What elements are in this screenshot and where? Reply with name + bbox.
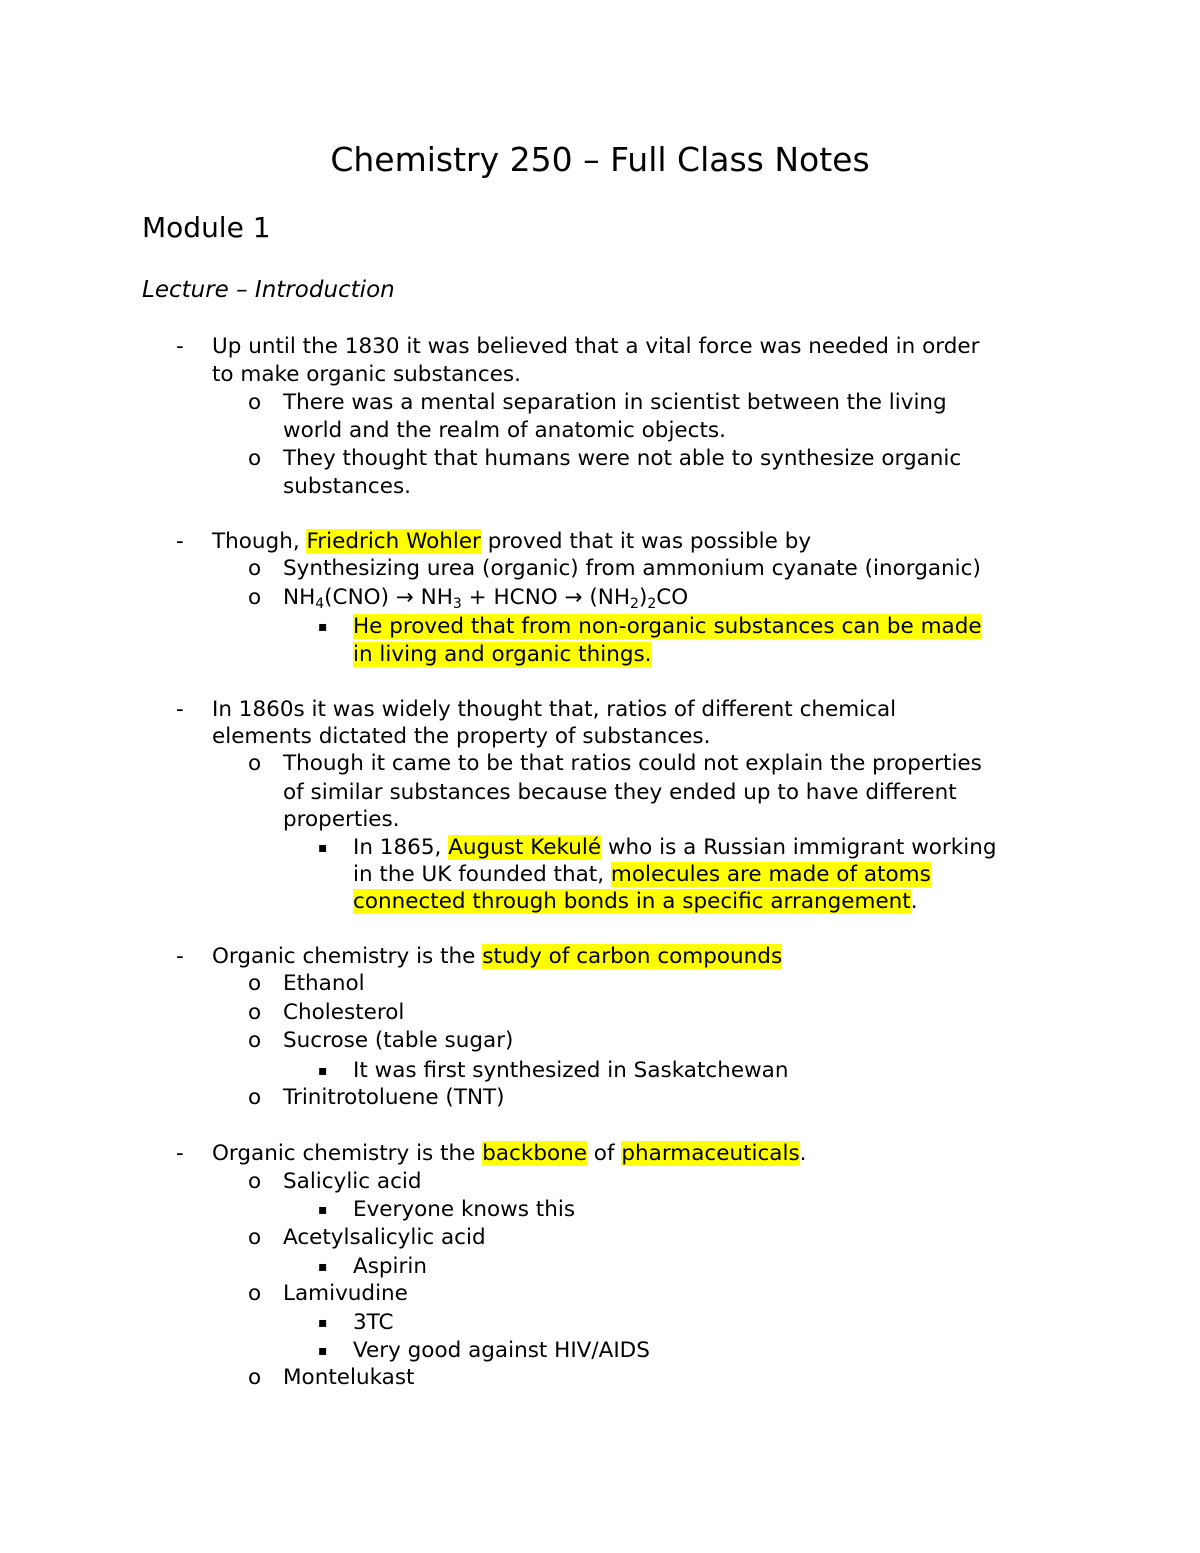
highlighted-text: August Kekulé bbox=[448, 835, 602, 860]
circle-bullet: o bbox=[248, 556, 262, 581]
dash-bullet: - bbox=[176, 334, 184, 359]
module-heading: Module 1 bbox=[142, 211, 271, 244]
list-item: Trinitrotoluene (TNT) bbox=[283, 1085, 505, 1110]
circle-bullet: o bbox=[248, 1085, 262, 1110]
circle-bullet: o bbox=[248, 1225, 262, 1250]
square-bullet: ▪ bbox=[318, 1202, 328, 1218]
sub-bullet-text: There was a mental separation in scientist between the living bbox=[283, 390, 947, 415]
highlighted-text: He proved that from non-organic substances can be made bbox=[353, 614, 982, 639]
sub-bullet-text: properties. bbox=[283, 807, 400, 832]
square-bullet: ▪ bbox=[318, 1063, 328, 1079]
square-bullet: ▪ bbox=[318, 840, 328, 856]
circle-bullet: o bbox=[248, 1365, 262, 1390]
list-item: Lamivudine bbox=[283, 1281, 408, 1306]
bullet-text: Up until the 1830 it was believed that a vital force was needed in order bbox=[212, 334, 980, 359]
list-item: Cholesterol bbox=[283, 1000, 405, 1025]
sub-bullet-text: Synthesizing urea (organic) from ammonium cyanate (inorganic) bbox=[283, 556, 981, 581]
circle-bullet: o bbox=[248, 751, 262, 776]
circle-bullet: o bbox=[248, 446, 262, 471]
highlighted-text: in living and organic things. bbox=[353, 642, 652, 667]
circle-bullet: o bbox=[248, 1169, 262, 1194]
list-item: Montelukast bbox=[283, 1365, 415, 1390]
bullet-text: Though, Friedrich Wohler proved that it was possible by bbox=[212, 529, 812, 554]
circle-bullet: o bbox=[248, 390, 262, 415]
list-item: Acetylsalicylic acid bbox=[283, 1225, 486, 1250]
list-item: Ethanol bbox=[283, 971, 365, 996]
bullet-text: elements dictated the property of substances. bbox=[212, 724, 711, 749]
circle-bullet: o bbox=[248, 1028, 262, 1053]
sub-sub-bullet-text: In 1865, August Kekulé who is a Russian immigrant working bbox=[353, 835, 997, 860]
chemical-equation: $NH_4(CNO) \to NH_3$ + HCNO → $(NH_2)_2CO$ bbox=[283, 585, 689, 612]
dash-bullet: - bbox=[176, 529, 184, 554]
list-item: Salicylic acid bbox=[283, 1169, 422, 1194]
sub-bullet-text: Though it came to be that ratios could not explain the properties bbox=[283, 751, 982, 776]
list-item-note: 3TC bbox=[353, 1310, 394, 1335]
list-item: Sucrose (table sugar) bbox=[283, 1028, 514, 1053]
circle-bullet: o bbox=[248, 1000, 262, 1025]
highlighted-text: Friedrich Wohler bbox=[306, 529, 481, 554]
list-item-note: It was first synthesized in Saskatchewan bbox=[353, 1058, 789, 1083]
list-item-note: Aspirin bbox=[353, 1254, 427, 1279]
highlighted-text: molecules are made of atoms bbox=[610, 862, 931, 887]
circle-bullet: o bbox=[248, 1281, 262, 1306]
circle-bullet: o bbox=[248, 971, 262, 996]
square-bullet: ▪ bbox=[318, 1315, 328, 1331]
circle-bullet: o bbox=[248, 585, 262, 610]
highlighted-text: connected through bonds in a specific arrangement bbox=[353, 889, 911, 914]
bullet-text: Organic chemistry is the study of carbon compounds bbox=[212, 944, 783, 969]
highlighted-text: backbone bbox=[482, 1141, 587, 1166]
square-bullet: ▪ bbox=[318, 1343, 328, 1359]
bullet-text: Organic chemistry is the backbone of pharmaceuticals. bbox=[212, 1141, 807, 1166]
square-bullet: ▪ bbox=[318, 1259, 328, 1275]
sub-bullet-text: They thought that humans were not able to synthesize organic bbox=[283, 446, 962, 471]
document-title: Chemistry 250 – Full Class Notes bbox=[330, 140, 870, 179]
sub-sub-bullet-text: connected through bonds in a specific arrangement. bbox=[353, 889, 918, 914]
sub-bullet-text: world and the realm of anatomic objects. bbox=[283, 418, 726, 443]
list-item-note: Very good against HIV/AIDS bbox=[353, 1338, 650, 1363]
highlighted-text: study of carbon compounds bbox=[482, 944, 783, 969]
highlighted-text: pharmaceuticals bbox=[621, 1141, 800, 1166]
dash-bullet: - bbox=[176, 1141, 184, 1166]
bullet-text: In 1860s it was widely thought that, ratios of different chemical bbox=[212, 697, 897, 722]
lecture-heading: Lecture – Introduction bbox=[142, 277, 395, 303]
sub-bullet-text: of similar substances because they ended up to have different bbox=[283, 780, 957, 805]
square-bullet: ▪ bbox=[318, 619, 328, 635]
dash-bullet: - bbox=[176, 697, 184, 722]
bullet-text: to make organic substances. bbox=[212, 362, 521, 387]
list-item-note: Everyone knows this bbox=[353, 1197, 576, 1222]
dash-bullet: - bbox=[176, 944, 184, 969]
sub-sub-bullet-text: in the UK founded that, molecules are made of atoms bbox=[353, 862, 931, 887]
sub-bullet-text: substances. bbox=[283, 474, 411, 499]
